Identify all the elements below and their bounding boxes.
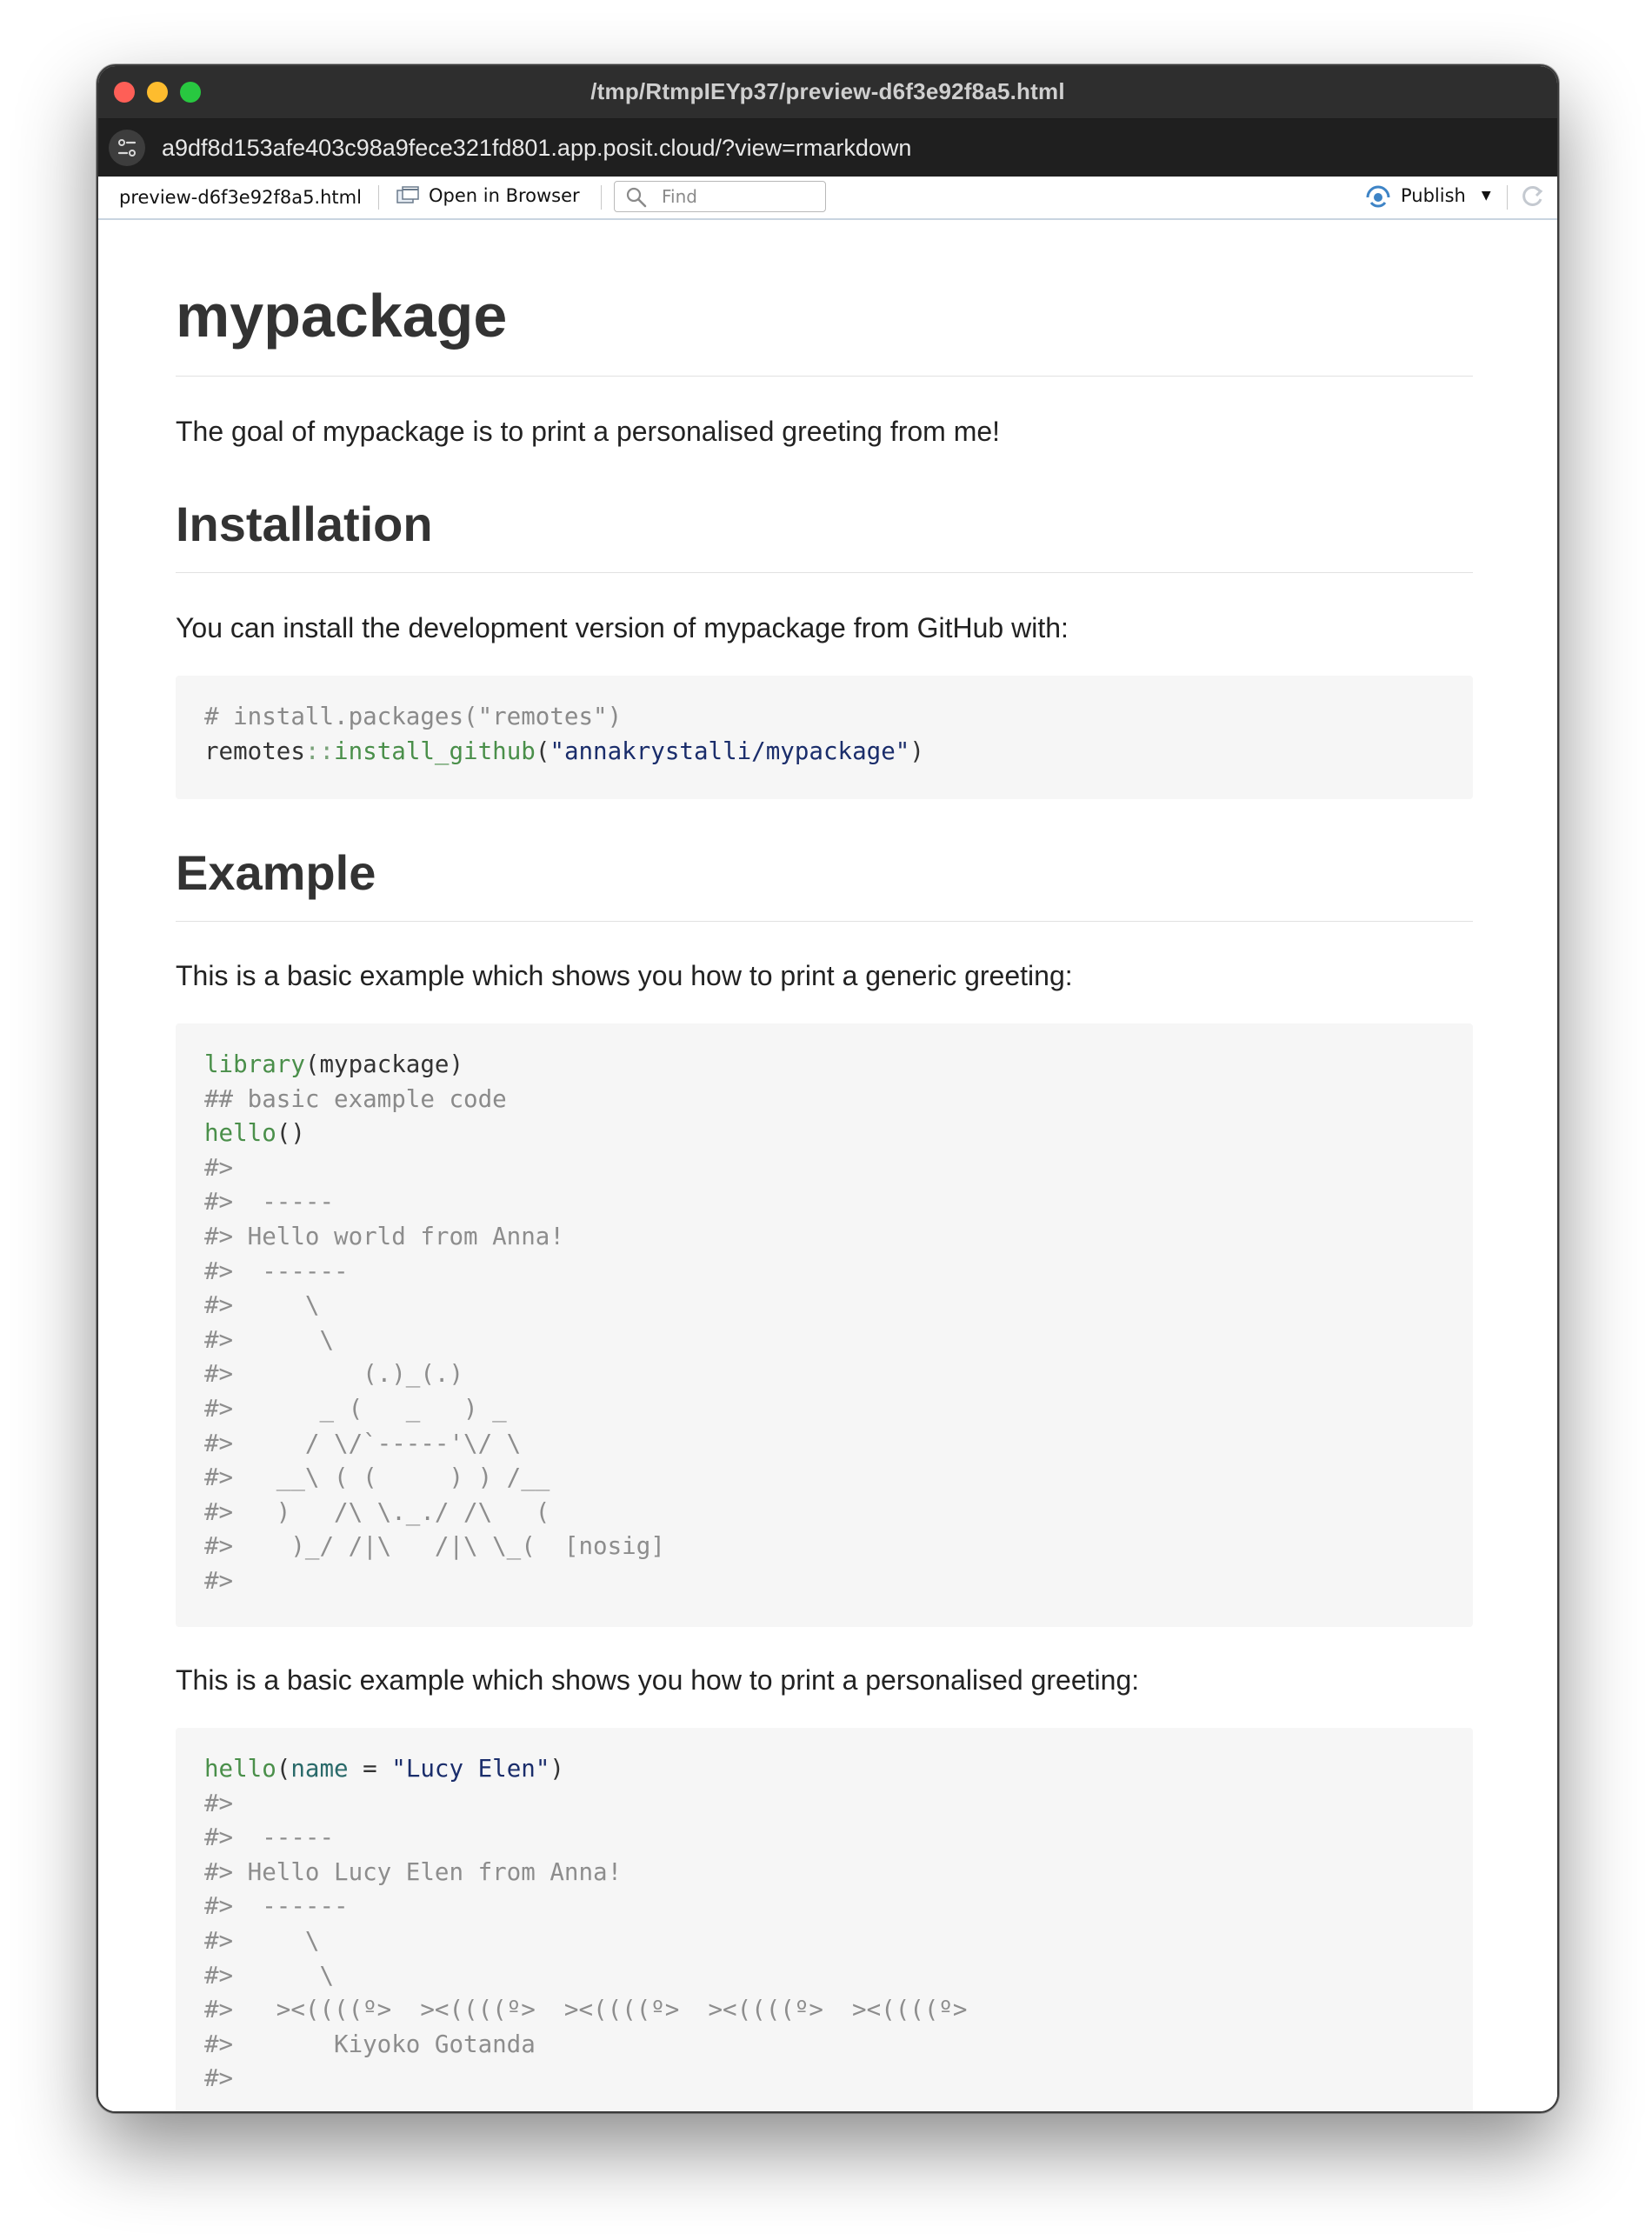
open-in-browser-icon [396, 185, 420, 206]
code-output: #> #> ----- #> Hello Lucy Elen from Anna! #> ------ #> \ #> \ #> ><((((º> ><((((º> ><((((º> ><((((º> ><((((º> #> Kiyoko Gotanda #> [204, 1789, 968, 2093]
code-output: #> #> ----- #> Hello world from Anna! #> ------ #> \ #> \ #> (.)_(.) #> _ ( _ ) _ #> / \/`-----'\/ \ #> __\ ( ( ) ) /__ #> ) /\ \._./ /\ ( #> )_/ /|\ /|\ \_( [nosig] #> [204, 1153, 665, 1595]
example-code-block-1 [176, 1023, 1473, 1627]
viewer-toolbar [98, 177, 1557, 220]
install-code: # install.packages("remotes") remotes::install_github("annakrystalli/mypackage") [204, 703, 924, 765]
install-code-block [176, 676, 1473, 799]
chevron-down-icon[interactable]: ▼ [1481, 189, 1491, 203]
intro-paragraph: The goal of mypackage is to print a personalised greeting from me! [176, 416, 1001, 447]
toolbar-divider [601, 185, 602, 210]
open-in-browser-button[interactable] [396, 185, 580, 206]
open-in-browser-label: Open in Browser [429, 185, 580, 206]
refresh-icon[interactable] [1519, 183, 1545, 215]
title-divider [176, 376, 1473, 377]
example-heading: Example [176, 845, 376, 900]
installation-paragraph: You can install the development version of mypackage from GitHub with: [176, 612, 1069, 643]
preview-content [98, 220, 1557, 2111]
find-box[interactable] [614, 181, 826, 212]
page-title: mypackage [176, 282, 508, 350]
window-title: /tmp/RtmpIEYp37/preview-d6f3e92f8a5.html [590, 78, 1065, 104]
example-code-1: library(mypackage) ## basic example code hello() #> #> ----- #> Hello world from Anna! #> ------ #> \ #> \ #> (.)_(.) #> _ ( _ ) _ #> / \/`-----'\/ \ #> __\ ( ( ) ) /__ #> ) /\ \._./ /\ ( #> )_/ /|\ /|\ \_( [nosig] #> [204, 1050, 665, 1595]
search-icon [625, 186, 648, 209]
toolbar-divider [1507, 185, 1508, 210]
example-paragraph-2: This is a basic example which shows you how to print a personalised greeting: [176, 1664, 1140, 1696]
preview-window [97, 64, 1559, 2113]
section-divider [176, 921, 1473, 922]
toolbar-divider [378, 185, 379, 210]
example-code-2: hello(name = "Lucy Elen") #> #> ----- #> Hello Lucy Elen from Anna! #> ------ #> \ #> \ #> ><((((º> ><((((º> ><((((º> ><((((º> ><((((º> #> Kiyoko Gotanda #> [204, 1755, 968, 2093]
section-divider [176, 572, 1473, 573]
file-name: preview-d6f3e92f8a5.html [119, 187, 362, 208]
publish-button[interactable] [1364, 183, 1491, 208]
example-code-block-2 [176, 1728, 1473, 2111]
publish-icon [1364, 183, 1392, 208]
url-text[interactable]: a9df8d153afe403c98a9fece321fd801.app.posit.cloud/?view=rmarkdown [162, 135, 912, 161]
url-bar [98, 119, 1557, 177]
title-bar [98, 66, 1557, 119]
site-settings-icon[interactable] [109, 130, 145, 166]
installation-heading: Installation [176, 497, 433, 551]
example-paragraph-1: This is a basic example which shows you how to print a generic greeting: [176, 960, 1073, 991]
publish-label: Publish [1401, 185, 1466, 206]
find-input[interactable] [660, 184, 820, 209]
